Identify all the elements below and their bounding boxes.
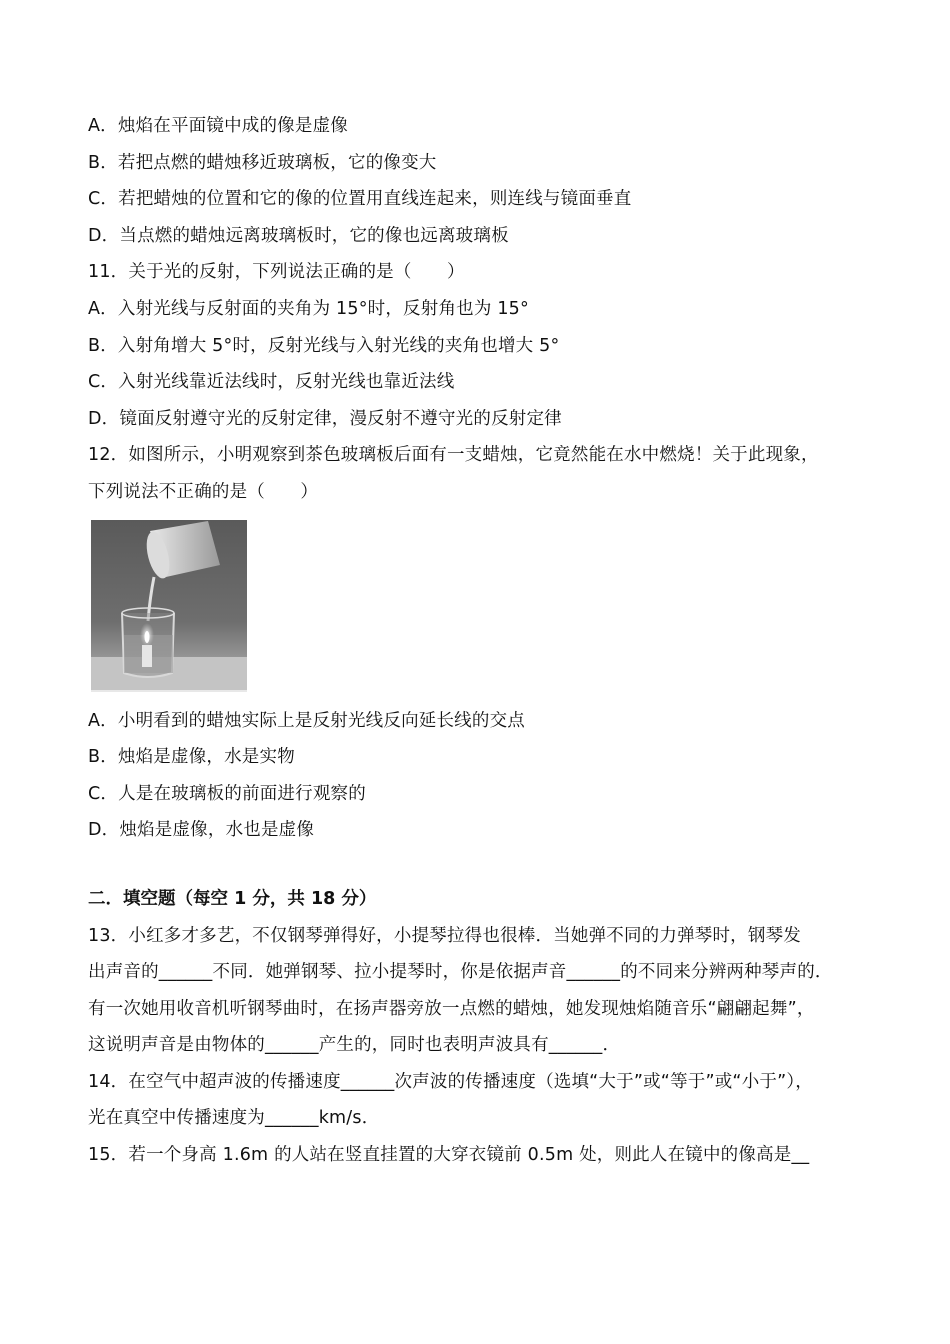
q11-option-d: D．镜面反射遵守光的反射定律，漫反射不遵守光的反射定律 <box>88 408 562 429</box>
q12-stem-line2: 下列说法不正确的是（ ） <box>88 481 319 502</box>
q13-line4: 这说明声音是由物体的______产生的，同时也表明声波具有______． <box>88 1035 621 1056</box>
q12-option-c: C．人是在玻璃板的前面进行观察的 <box>88 783 366 804</box>
q14-line1: 14．在空气中超声波的传播速度______次声波的传播速度（选填“大于”或“等于”或“小于”）， <box>88 1071 814 1092</box>
q11-option-c: C．入射光线靠近法线时，反射光线也靠近法线 <box>88 372 455 393</box>
q15-line1: 15．若一个身高 1.6m 的人站在竖直挂置的大穿衣镜前 0.5m 处，则此人在镜中的像高是__ <box>88 1145 810 1166</box>
q10-option-a: A．烛焰在平面镜中成的像是虚像 <box>88 116 348 136</box>
exam-page <box>88 108 878 1174</box>
q11-stem: 11．关于光的反射，下列说法正确的是（ ） <box>88 262 465 283</box>
q10-option-d: D．当点燃的蜡烛远离玻璃板时，它的像也远离玻璃板 <box>88 225 509 246</box>
section2-title: 二．填空题（每空 1 分，共 18 分） <box>88 888 377 909</box>
q13-line1: 13．小红多才多艺，不仅钢琴弹得好，小提琴拉得也很棒．当她弹不同的力弹琴时，钢琴发 <box>88 925 801 946</box>
q10-option-b: B．若把点燃的蜡烛移近玻璃板，它的像变大 <box>88 152 437 173</box>
q12-option-b: B．烛焰是虚像，水是实物 <box>88 747 295 768</box>
q11-option-b: B．入射角增大 5°时，反射光线与入射光线的夹角也增大 5° <box>88 335 560 356</box>
q10-option-c: C．若把蜡烛的位置和它的像的位置用直线连起来，则连线与镜面垂直 <box>88 189 632 210</box>
q12-stem-line1: 12．如图所示，小明观察到茶色玻璃板后面有一支蜡烛，它竟然能在水中燃烧！关于此现象， <box>88 445 819 466</box>
q14-line2: 光在真空中传播速度为______km/s． <box>88 1108 380 1129</box>
q13-line2: 出声音的______不同．她弹钢琴、拉小提琴时，你是依据声音______的不同来分辨两种琴声的． <box>88 962 833 983</box>
q12-option-a: A．小明看到的蜡烛实际上是反射光线反向延长线的交点 <box>88 710 525 731</box>
q11-option-a: A．入射光线与反射面的夹角为 15°时，反射角也为 15° <box>88 298 529 319</box>
candle-in-water-photo <box>88 517 248 693</box>
q13-line3: 有一次她用收音机听钢琴曲时，在扬声器旁放一点燃的蜡烛，她发现烛焰随音乐“翩翩起舞”， <box>88 998 815 1019</box>
q12-option-d: D．烛焰是虚像，水也是虚像 <box>88 820 315 841</box>
